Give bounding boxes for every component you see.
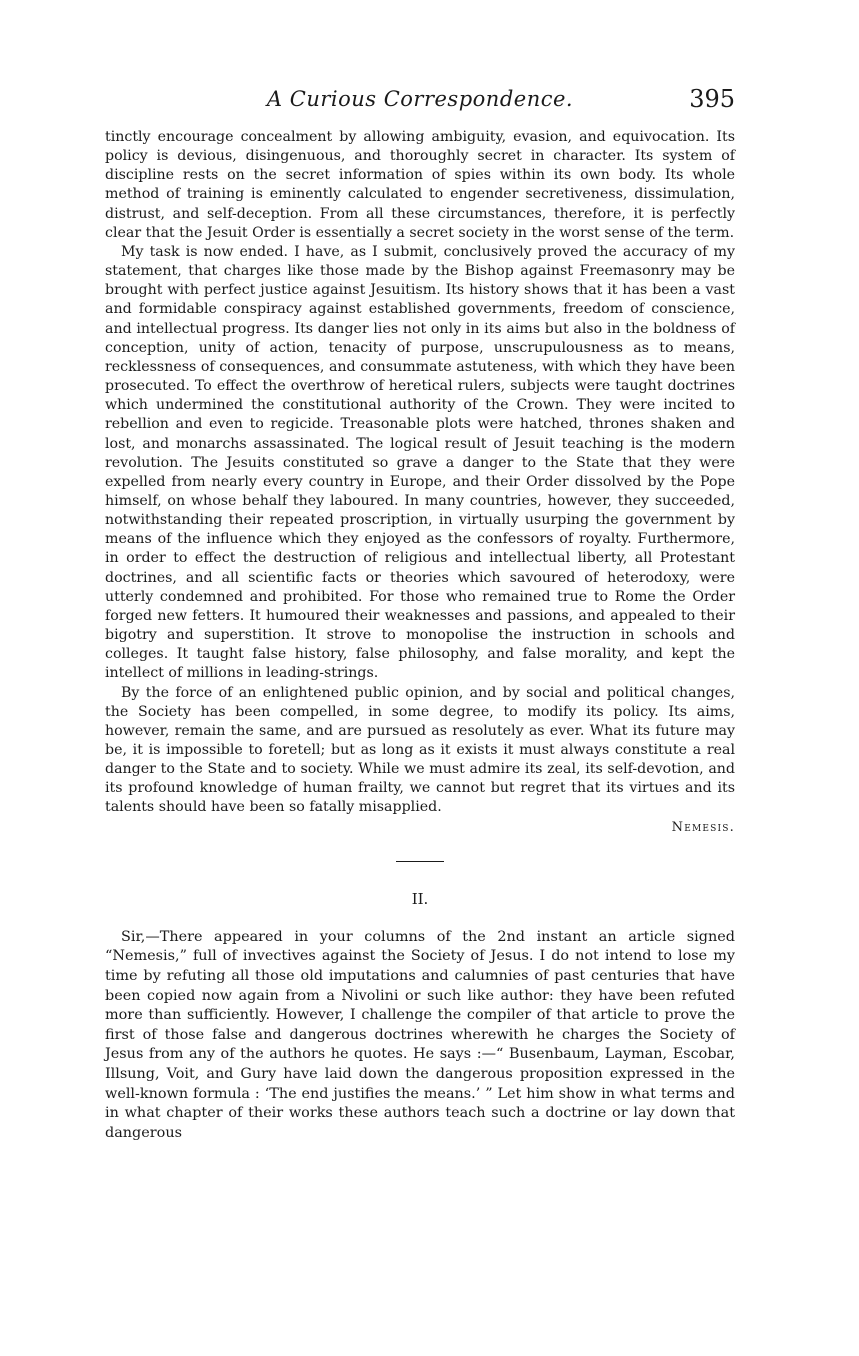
page-header [105, 84, 735, 128]
section-divider [396, 861, 444, 862]
page-number: 395 [689, 85, 735, 113]
paragraph: tinctly encourage concealment by allowing ambiguity, evasion, and equivocation. Its policy is devious, disingenuous, and thoroughly secret in character. Its system of discipline rests on the secret information of spies within its own body. Its whole method of training is eminently calculated to engender secretiveness, dissimulation, distrust, and self-deception. From all these circumstances, therefore, it is perfectly clear that the Jesuit Order is essentially a secret society in the worst sense of the term. [105, 129, 735, 241]
article-one [105, 128, 735, 837]
paragraph: My task is now ended. I have, as I submit, conclusively proved the accuracy of my statement, that charges like those made by the Bishop against Freemasonry may be brought with perfect justice against Jesuitism. Its history shows that it has been a vast and formidable conspiracy against established governments, freedom of conscience, and intellectual progress. Its danger lies not only in its aims but also in the boldness of conception, unity of action, tenacity of purpose, unscrupulousness as to means, recklessness of consequences, and consummate astuteness, with which they have been prosecuted. To effect the overthrow of heretical rulers, subjects were taught doctrines which undermined the constitutional authority of the Crown. They were incited to rebellion and even to regicide. Treasonable plots were hatched, thrones shaken and lost, and monarchs assassinated. The logical result of Jesuit teaching is the modern revolution. The Jesuits constituted so grave a danger to the State that they were expelled from nearly every country in Europe, and their Order dissolved by the Pope himself, on whose behalf they laboured. In many countries, however, they succeeded, notwithstanding their repeated proscription, in virtually usurping the government by means of the influence which they enjoyed as the confessors of royalty. Furthermore, in order to effect the destruction of religious and intellectual liberty, all Protestant doctrines, and all scientific facts or theories which savoured of heterodoxy, were utterly condemned and prohibited. For those who remained true to Rome the Order forged new fetters. It humoured their weaknesses and passions, and appealed to their bigotry and superstition. It strove to monopolise the instruction in schools and colleges. It taught false history, false philosophy, and false morality, and kept the intellect of millions in leading-strings. [105, 243, 735, 682]
article-two [105, 928, 735, 1144]
signature: Nemesis. [671, 819, 735, 835]
running-title: A Curious Correspondence. [266, 87, 574, 111]
paragraph: By the force of an enlightened public opinion, and by social and political changes, the Society has been compelled, in some degree, to modify its policy. Its aims, however, remain the same, and are pursued as resolutely as ever. What its future may be, it is impossible to foretell; but as long as it exists it must always constitute a real danger to the State and to society. While we must admire its zeal, its self-devotion, and its profound knowledge of human frailty, we cannot but regret that its virtues and its talents should have been so fatally misapplied. [105, 684, 735, 816]
document-page [105, 84, 735, 1158]
section-number: II. [411, 889, 429, 908]
paragraph: Sir,—There appeared in your columns of the 2nd instant an article signed “Nemesis,” full of invectives against the Society of Jesus. I do not intend to lose my time by refuting all those old imputations and calumnies of past centuries that have been copied now again from a Nivolini or such like author: they have been refuted more than sufficiently. However, I challenge the compiler of that article to prove the first of those false and dangerous doctrines wherewith he charges the Society of Jesus from any of the authors he quotes. He says :—“ Busenbaum, Layman, Escobar, Illsung, Voit, and Gury have laid down the dangerous proposition expressed in the well-known formula : ‘The end justifies the means.’ ” Let him show in what terms and in what chapter of their works these authors teach such a doctrine or lay down that dangerous [105, 928, 735, 1141]
